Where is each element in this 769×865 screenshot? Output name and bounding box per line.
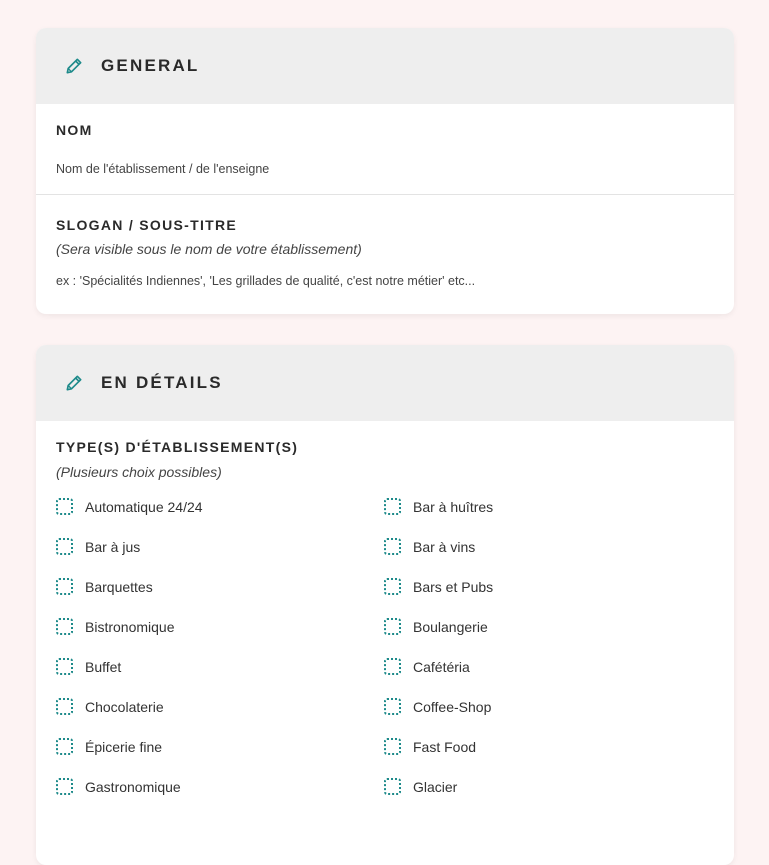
- type-option[interactable]: [384, 698, 491, 715]
- type-option-label: Bars et Pubs: [413, 578, 494, 595]
- type-option-label: Cafétéria: [413, 658, 470, 675]
- type-option[interactable]: [384, 498, 493, 515]
- type-option-label: Bar à vins: [413, 538, 476, 555]
- type-option-label: Épicerie fine: [85, 738, 163, 755]
- checkbox[interactable]: [384, 498, 401, 515]
- name-section: [36, 104, 734, 194]
- type-option[interactable]: [56, 618, 175, 635]
- checkbox[interactable]: [56, 578, 73, 595]
- type-option[interactable]: [384, 538, 475, 555]
- type-option[interactable]: [56, 778, 181, 795]
- checkbox[interactable]: [384, 698, 401, 715]
- type-option-label: Barquettes: [85, 578, 153, 595]
- type-option-label: Fast Food: [413, 738, 477, 755]
- type-option[interactable]: [384, 658, 470, 675]
- checkbox[interactable]: [384, 658, 401, 675]
- details-card: [36, 345, 734, 865]
- slogan-hint: (Sera visible sous le nom de votre établissement): [56, 241, 362, 257]
- checkbox[interactable]: [384, 778, 401, 795]
- type-option-label: Bistronomique: [85, 618, 175, 635]
- type-option[interactable]: [56, 658, 121, 675]
- type-option-label: Automatique 24/24: [85, 498, 203, 515]
- type-option[interactable]: [384, 578, 493, 595]
- slogan-input[interactable]: [56, 274, 696, 288]
- type-option[interactable]: [56, 498, 203, 515]
- general-card: [36, 28, 734, 314]
- details-header: [36, 345, 734, 421]
- type-option-label: Bar à jus: [85, 538, 141, 555]
- types-label: TYPE(S) D'ÉTABLISSEMENT(S): [56, 439, 299, 455]
- type-option-label: Glacier: [413, 778, 458, 795]
- name-input[interactable]: [56, 162, 696, 176]
- type-option-label: Chocolaterie: [85, 698, 164, 715]
- details-title: EN DÉTAILS: [101, 373, 223, 392]
- types-hint: (Plusieurs choix possibles): [56, 464, 222, 480]
- type-option-label: Coffee-Shop: [413, 698, 492, 715]
- checkbox[interactable]: [56, 618, 73, 635]
- checkbox[interactable]: [56, 538, 73, 555]
- pencil-icon: [64, 373, 84, 393]
- general-title: GENERAL: [101, 56, 200, 75]
- pencil-icon: [64, 56, 84, 76]
- checkbox[interactable]: [56, 778, 73, 795]
- type-option-label: Bar à huîtres: [413, 498, 494, 515]
- checkbox[interactable]: [384, 578, 401, 595]
- checkbox[interactable]: [384, 618, 401, 635]
- slogan-section: [36, 195, 734, 290]
- general-header: [36, 28, 734, 104]
- type-option[interactable]: [384, 618, 488, 635]
- type-option-label: Boulangerie: [413, 618, 488, 635]
- name-label: NOM: [56, 122, 93, 138]
- checkbox[interactable]: [384, 538, 401, 555]
- type-option-label: Buffet: [85, 658, 122, 675]
- slogan-label: SLOGAN / SOUS-TITRE: [56, 217, 238, 233]
- type-option[interactable]: [56, 538, 140, 555]
- checkbox[interactable]: [56, 698, 73, 715]
- checkbox[interactable]: [384, 738, 401, 755]
- type-option[interactable]: [56, 578, 153, 595]
- checkbox[interactable]: [56, 658, 73, 675]
- type-option[interactable]: [56, 738, 162, 755]
- type-option[interactable]: [384, 778, 457, 795]
- checkbox[interactable]: [56, 738, 73, 755]
- checkbox[interactable]: [56, 498, 73, 515]
- type-option[interactable]: [384, 738, 476, 755]
- type-option[interactable]: [56, 698, 164, 715]
- type-option-label: Gastronomique: [85, 778, 181, 795]
- types-section: [36, 421, 734, 480]
